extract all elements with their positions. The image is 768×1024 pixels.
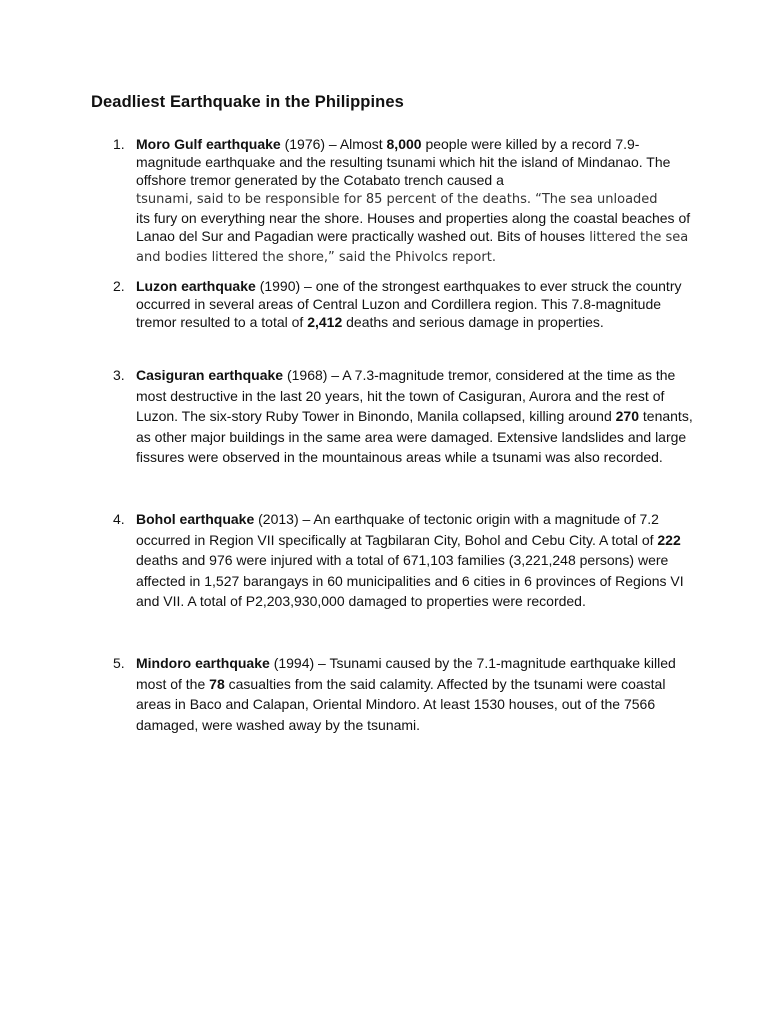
description-text: – An earthquake of tectonic origin with a magnitude of 7.2 occurred in Region VII specifically at Tagbilaran City, Bohol and Cebu City. A total of bbox=[136, 511, 659, 548]
description-text: tsunami, said to be responsible for 85 percent of the deaths. “The sea unloaded bbox=[136, 192, 658, 207]
list-item-text bbox=[136, 277, 693, 331]
list-item bbox=[113, 365, 693, 468]
list-item-number: 2. bbox=[113, 278, 125, 294]
description-text: – A 7.3-magnitude tremor, considered at the time as the most destructive in the last 20 years, hit the town of Casiguran, Aurora and the rest of Luzon. The six-story Ruby Tower in Binondo, Manila collapsed, killing around bbox=[136, 367, 676, 424]
earthquake-name: Casiguran earthquake bbox=[136, 367, 284, 383]
description-text: deaths and serious damage in properties. bbox=[342, 314, 604, 330]
list-item-text bbox=[136, 653, 693, 735]
description-text: casualties from the said calamity. Affected by the tsunami were coastal areas in Baco and Calapan, Oriental Mindoro. At least 1530 houses, out of the 7566 damaged, were washed away by the tsunami. bbox=[136, 675, 666, 733]
description-text: – Tsunami caused by the 7.1-magnitude earthquake killed most of the bbox=[136, 655, 676, 692]
list-item bbox=[113, 653, 693, 735]
description-text: tenants, as other major buildings in the same area were damaged. Extensive landslides and large fissures were observed in the mountainous areas while a tsunami was also recorded. bbox=[136, 408, 693, 465]
description-text: – one of the strongest earthquakes to ever struck the country occurred in several areas of Central Luzon and Cordillera region. This 7.8-magnitude tremor resulted to a total of bbox=[136, 278, 682, 330]
earthquake-year: (1990) bbox=[259, 278, 301, 294]
description-text: its fury on everything near the shore. Houses and properties along the coastal beaches of Lanao del Sur and Pagadian were practically washed out. Bits of houses bbox=[136, 210, 691, 244]
earthquake-year: (1976) bbox=[284, 136, 326, 152]
list-item bbox=[113, 135, 693, 267]
earthquake-name: Luzon earthquake bbox=[136, 278, 256, 294]
earthquake-year: (2013) bbox=[258, 511, 299, 527]
list-item-number: 3. bbox=[113, 367, 125, 383]
description-text: littered the sea and bodies littered the shore,” said the Phivolcs report. bbox=[136, 230, 689, 265]
earthquake-name: Mindoro earthquake bbox=[136, 655, 270, 671]
death-toll: 2,412 bbox=[307, 314, 343, 330]
list-item-number: 5. bbox=[113, 655, 125, 671]
list-item bbox=[113, 277, 693, 331]
document-title: Deadliest Earthquake in the Philippines bbox=[91, 93, 404, 111]
list-item bbox=[113, 509, 693, 612]
death-toll: 78 bbox=[209, 675, 225, 692]
earthquake-name: Moro Gulf earthquake bbox=[136, 136, 281, 152]
list-item-number: 1. bbox=[113, 136, 125, 152]
death-toll: 222 bbox=[657, 531, 681, 548]
description-text: deaths and 976 were injured with a total of 671,103 families (3,221,248 persons) were affected in 1,527 barangays in 60 municipalities and 6 cities in 6 provinces of Regions VI and VII. A total of P2,203,930,000 damaged to properties were recorded. bbox=[136, 552, 684, 609]
description-text: people were killed by a record 7.9-magnitude earthquake and the resulting tsunami which hit the island of Mindanao. The offshore tremor generated by the Cotabato trench caused a bbox=[136, 136, 671, 188]
earthquake-name: Bohol earthquake bbox=[136, 511, 255, 527]
list-item-text bbox=[136, 509, 693, 612]
death-toll: 8,000 bbox=[386, 136, 422, 152]
list-item-text bbox=[136, 135, 693, 267]
list-item-text bbox=[136, 365, 693, 468]
earthquake-year: (1994) bbox=[273, 655, 315, 671]
description-text: – Almost bbox=[325, 136, 387, 152]
list-item-number: 4. bbox=[113, 511, 125, 527]
death-toll: 270 bbox=[615, 408, 639, 424]
earthquake-year: (1968) bbox=[286, 367, 328, 383]
